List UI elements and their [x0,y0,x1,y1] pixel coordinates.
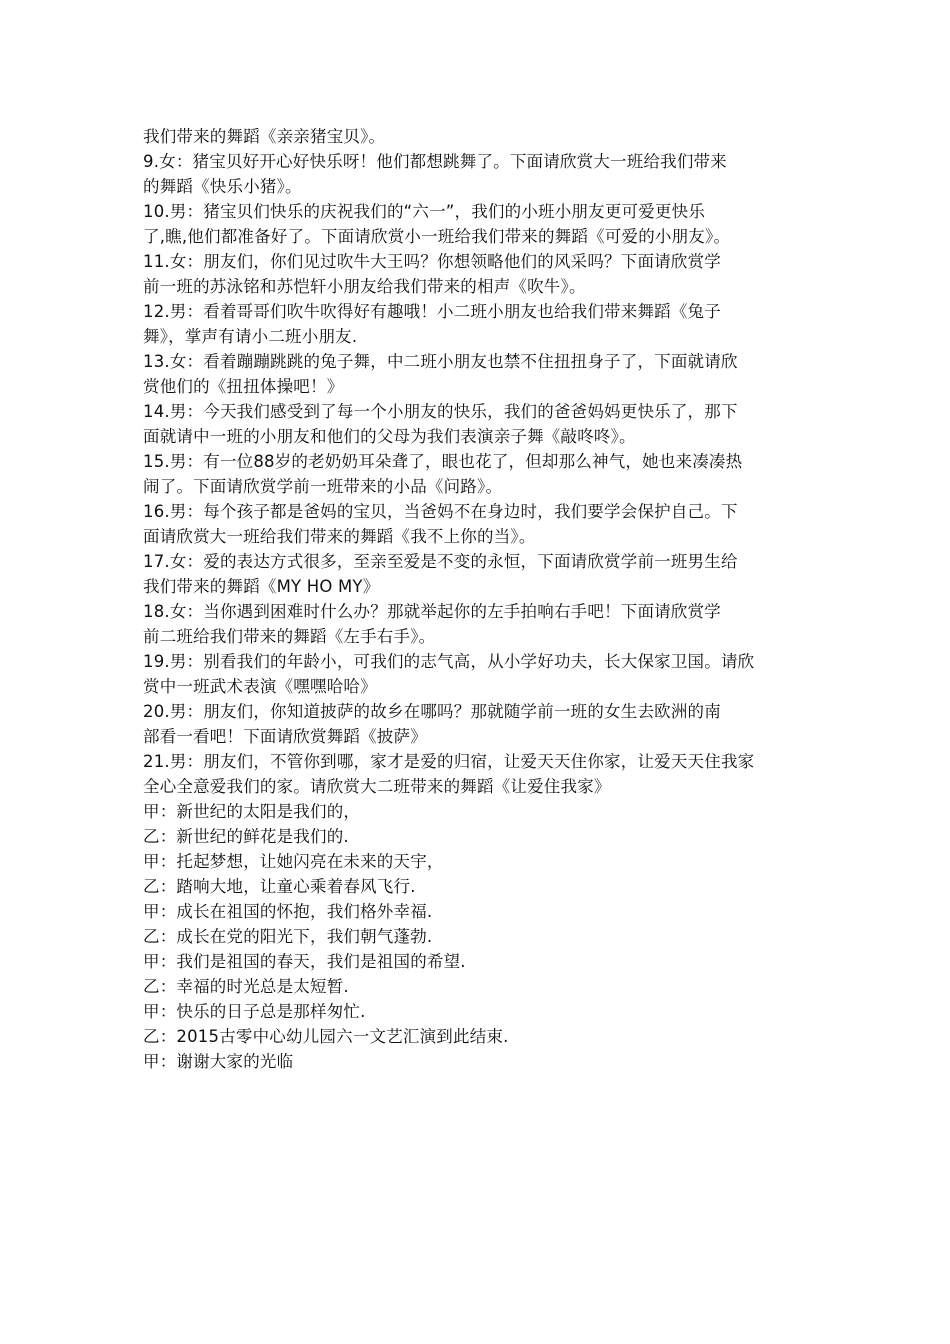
text-line: 乙：成长在党的阳光下，我们朝气蓬勃. [143,927,433,946]
text-line: 13.女：看着蹦蹦跳跳的兔子舞，中二班小朋友也禁不住扭扭身子了，下面就请欣 [143,352,738,371]
text-line: 前一班的苏泳铭和苏恺轩小朋友给我们带来的相声《吹牛》。 [143,277,586,296]
document-body [143,124,811,1074]
text-line: 17.女：爱的表达方式很多，至亲至爱是不变的永恒，下面请欣赏学前一班男生给 [143,552,738,571]
text-line: 部看一看吧！下面请欣赏舞蹈《披萨》 [143,727,427,746]
text-line: 乙：新世纪的鲜花是我们的. [143,827,349,846]
text-line: 18.女：当你遇到困难时什么办？那就举起你的左手拍响右手吧！下面请欣赏学 [143,602,721,621]
text-line: 我们带来的舞蹈《亲亲猪宝贝》。 [143,127,386,146]
text-line: 乙：幸福的时光总是太短暂. [143,977,349,996]
text-line: 甲：快乐的日子总是那样匆忙. [143,1002,366,1021]
text-line: 我们带来的舞蹈《MY HO MY》 [143,577,380,596]
text-line: 闹了。下面请欣赏学前一班带来的小品《问路》。 [143,477,503,496]
text-line: 面请欣赏大一班给我们带来的舞蹈《我不上你的当》。 [143,527,536,546]
text-line: 乙：踏响大地，让童心乘着春风飞行. [143,877,416,896]
text-line: 16.男：每个孩子都是爸妈的宝贝，当爸妈不在身边时，我们要学会保护自己。下 [143,502,738,521]
text-line: 19.男：别看我们的年龄小，可我们的志气高，从小学好功夫，长大保家卫国。请欣 [143,652,755,671]
text-line: 11.女：朋友们，你们见过吹牛大王吗？你想领略他们的风采吗？下面请欣赏学 [143,252,721,271]
text-line: 赏他们的《扭扭体操吧！》 [143,377,344,396]
text-line: 12.男：看着哥哥们吹牛吹得好有趣哦！小二班小朋友也给我们带来舞蹈《兔子 [143,302,721,321]
text-line: 全心全意爱我们的家。请欣赏大二班带来的舞蹈《让爱住我家》 [143,777,611,796]
text-line: 面就请中一班的小朋友和他们的父母为我们表演亲子舞《敲咚咚》。 [143,427,636,446]
text-line: 甲：成长在祖国的怀抱，我们格外幸福. [143,902,433,921]
text-line: 甲：我们是祖国的春天，我们是祖国的希望. [143,952,466,971]
text-line: 9.女：猪宝贝好开心好快乐呀！他们都想跳舞了。下面请欣赏大一班给我们带来 [143,152,727,171]
text-line: 甲：新世纪的太阳是我们的， [143,802,361,821]
text-line: 了,瞧,他们都准备好了。下面请欣赏小一班给我们带来的舞蹈《可爱的小朋友》。 [143,227,731,246]
text-line: 甲：托起梦想，让她闪亮在未来的天宇， [143,852,444,871]
text-line: 的舞蹈《快乐小猪》。 [143,177,302,196]
text-line: 乙：2015古零中心幼儿园六一文艺汇演到此结束. [143,1027,509,1046]
text-line: 赏中一班武术表演《嘿嘿哈哈》 [143,677,377,696]
text-line: 21.男：朋友们，不管你到哪，家才是爱的归宿，让爱天天住你家，让爱天天住我家 [143,752,755,771]
text-line: 20.男：朋友们，你知道披萨的故乡在哪吗？那就随学前一班的女生去欧洲的南 [143,702,721,721]
text-line: 舞》，掌声有请小二班小朋友. [143,327,358,346]
text-line: 14.男：今天我们感受到了每一个小朋友的快乐，我们的爸爸妈妈更快乐了，那下 [143,402,738,421]
text-line: 甲：谢谢大家的光临 [143,1052,294,1071]
text-line: 10.男：猪宝贝们快乐的庆祝我们的“六一”，我们的小班小朋友更可爱更快乐 [143,202,706,221]
text-line: 前二班给我们带来的舞蹈《左手右手》。 [143,627,436,646]
text-line: 15.男：有一位88岁的老奶奶耳朵聋了，眼也花了，但却那么神气，她也来凑凑热 [143,452,743,471]
